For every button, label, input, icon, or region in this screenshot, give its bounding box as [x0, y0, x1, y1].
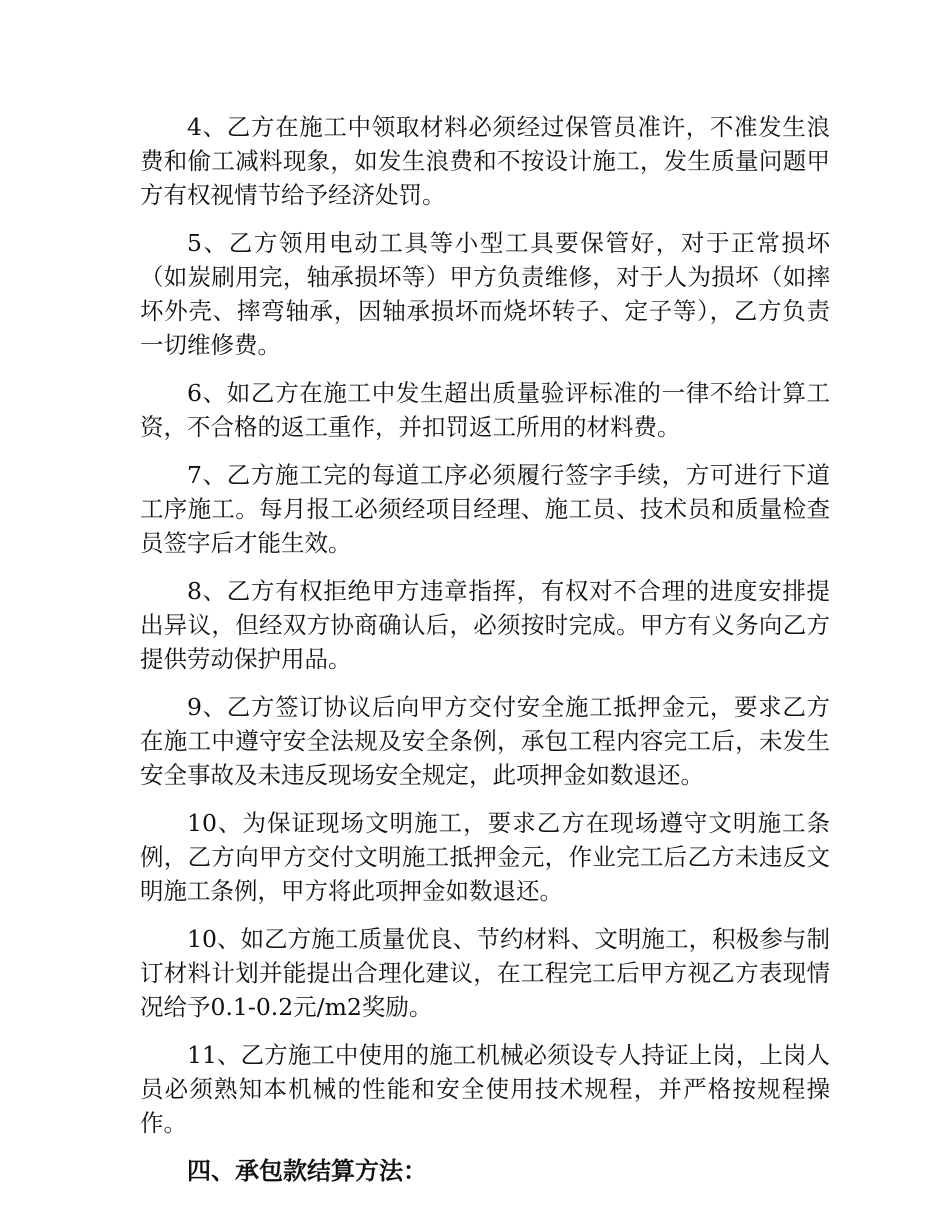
- clause-10-civilized-construction: 10、为保证现场文明施工，要求乙方在现场遵守文明施工条例，乙方向甲方交付文明施工抵押金元，作业完工后乙方未违反文明施工条例，甲方将此项押金如数退还。: [140, 809, 830, 905]
- clause-4: 4、乙方在施工中领取材料必须经过保管员准许，不准发生浪费和偷工减料现象，如发生浪费和不按设计施工，发生质量问题甲方有权视情节给予经济处罚。: [140, 113, 830, 209]
- clause-6: 6、如乙方在施工中发生超出质量验评标准的一律不给计算工资，不合格的返工重作，并扣罚返工所用的材料费。: [140, 379, 830, 441]
- section-heading-settlement: 四、承包款结算方法：: [187, 1156, 427, 1185]
- clause-10-reward: 10、如乙方施工质量优良、节约材料、文明施工，积极参与制订材料计划并能提出合理化建议，在工程完工后甲方视乙方表现情况给予0.1-0.2元/m2奖励。: [140, 925, 830, 1021]
- clause-9: 9、乙方签订协议后向甲方交付安全施工抵押金元，要求乙方在施工中遵守安全法规及安全条例，承包工程内容完工后，未发生安全事故及未违反现场安全规定，此项押金如数退还。: [140, 693, 830, 789]
- clause-5: 5、乙方领用电动工具等小型工具要保管好，对于正常损坏（如炭刷用完，轴承损坏等）甲方负责维修，对于人为损坏（如摔坏外壳、摔弯轴承，因轴承损坏而烧坏转子、定子等），乙方负责一切维修费。: [140, 229, 830, 359]
- document-body: [140, 110, 830, 1188]
- clause-8: 8、乙方有权拒绝甲方违章指挥，有权对不合理的进度安排提出异议，但经双方协商确认后，必须按时完成。甲方有义务向乙方提供劳动保护用品。: [140, 577, 830, 673]
- clause-11: 11、乙方施工中使用的施工机械必须设专人持证上岗，上岗人员必须熟知本机械的性能和安全使用技术规程，并严格按规程操作。: [140, 1041, 830, 1137]
- clause-7: 7、乙方施工完的每道工序必须履行签字手续，方可进行下道工序施工。每月报工必须经项目经理、施工员、技术员和质量检查员签字后才能生效。: [140, 461, 830, 557]
